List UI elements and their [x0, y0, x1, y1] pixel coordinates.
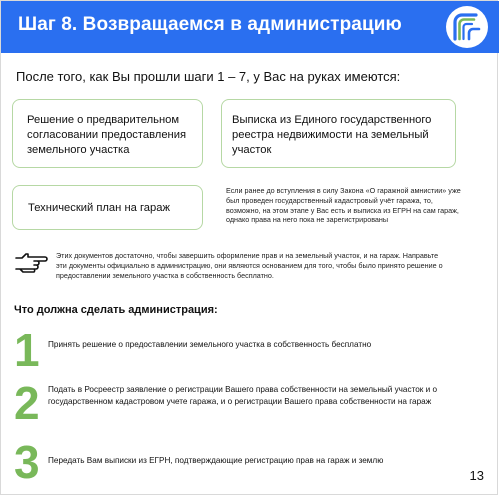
page-header [1, 1, 499, 53]
step-number: 1 [14, 324, 40, 376]
step-text: Передать Вам выписки из ЕГРН, подтверждающие регистрацию прав на гараж и землю [48, 456, 384, 465]
step-number: 2 [14, 377, 40, 429]
document-card-egrn-extract [221, 99, 456, 168]
rosreestr-logo-icon [445, 5, 489, 49]
pointing-hand-icon [14, 249, 48, 275]
document-card-label: Решение о предварительном согласовании предоставления земельного участка [27, 114, 187, 156]
step-number: 3 [14, 436, 40, 488]
lead-text: После того, как Вы прошли шаги 1 – 7, у Вас на руках имеются: [16, 69, 401, 84]
step-text: Подать в Росреестр заявление о регистрации Вашего права собственности на земельный участок и о государственном кадастровом учете гаража, и о регистрации Вашего права собственности на гараж [48, 385, 438, 406]
page-title: Шаг 8. Возвращаемся в администрацию [18, 14, 402, 35]
garage-amnesty-note: Если ранее до вступления в силу Закона «О гаражной амнистии» уже был проведен государственный кадастровый учёт гаража, то, возможно, на этом этапе у Вас есть и выписка из ЕГРН на сам гараж, однако права на него пока не зарегистрированы [226, 186, 461, 225]
section-title: Что должна сделать администрация: [14, 304, 218, 316]
document-card-label: Выписка из Единого государственного реестра недвижимости на земельный участок [232, 114, 432, 156]
page-number: 13 [469, 468, 484, 483]
document-card-technical-plan [12, 185, 203, 230]
step-text: Принять решение о предоставлении земельного участка в собственность бесплатно [48, 340, 372, 349]
document-card-decision [12, 99, 203, 168]
document-card-label: Технический план на гараж [28, 202, 170, 214]
info-text: Этих документов достаточно, чтобы завершить оформление прав и на земельный участок, и на гараж. Направьте эти документы официально в администрацию, они являются основанием для того, чтобы было принято решение о предоставлении земельного участка в собственность бесплатно. [56, 251, 443, 280]
